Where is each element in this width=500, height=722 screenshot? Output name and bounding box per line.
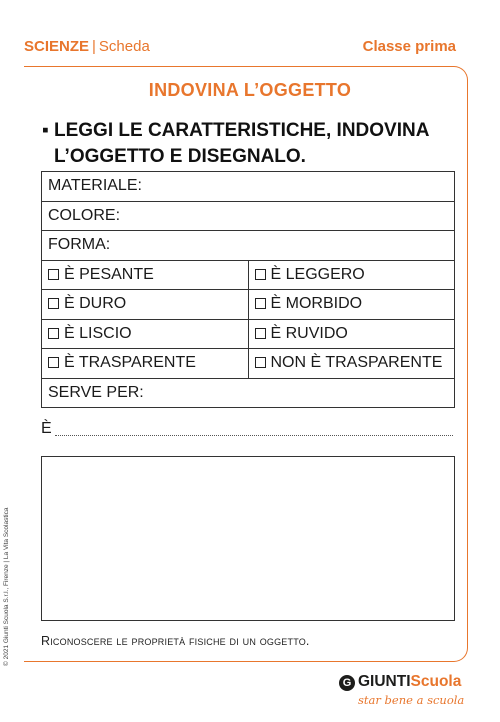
row-forma bbox=[42, 231, 455, 261]
option-label: È RUVIDO bbox=[270, 324, 348, 342]
checkbox-icon[interactable] bbox=[48, 328, 59, 339]
brand-tagline: star bene a scuola bbox=[358, 693, 465, 707]
grade-label: Classe prima bbox=[362, 38, 456, 55]
option-non-trasparente[interactable] bbox=[248, 349, 455, 379]
properties-table bbox=[41, 171, 455, 408]
option-label: È LISCIO bbox=[64, 324, 132, 342]
checkbox-icon[interactable] bbox=[48, 298, 59, 309]
publisher-logo bbox=[339, 672, 469, 712]
checkbox-icon[interactable] bbox=[255, 357, 266, 368]
answer-line[interactable] bbox=[41, 420, 455, 442]
serve-per-field[interactable]: SERVE PER: bbox=[42, 378, 455, 408]
option-duro[interactable] bbox=[42, 290, 249, 320]
answer-label: È bbox=[41, 420, 52, 437]
option-label: NON È TRASPARENTE bbox=[270, 354, 443, 372]
checkbox-icon[interactable] bbox=[255, 328, 266, 339]
row-serve-per bbox=[42, 378, 455, 408]
option-trasparente[interactable] bbox=[42, 349, 249, 379]
option-label: È TRASPARENTE bbox=[64, 354, 196, 372]
option-ruvido[interactable] bbox=[248, 319, 455, 349]
subject-name: SCIENZE bbox=[24, 38, 90, 55]
option-morbido[interactable] bbox=[248, 290, 455, 320]
checkbox-icon[interactable] bbox=[48, 357, 59, 368]
row-colore bbox=[42, 201, 455, 231]
drawing-area[interactable] bbox=[41, 456, 455, 621]
option-label: È MORBIDO bbox=[270, 295, 363, 313]
row-weight bbox=[42, 260, 455, 290]
answer-dotted-line[interactable] bbox=[55, 435, 453, 436]
option-label: È LEGGERO bbox=[270, 265, 365, 283]
colore-field[interactable]: COLORE: bbox=[42, 201, 455, 231]
forma-field[interactable]: FORMA: bbox=[42, 231, 455, 261]
row-hardness bbox=[42, 290, 455, 320]
row-transparency bbox=[42, 349, 455, 379]
row-texture bbox=[42, 319, 455, 349]
giunti-logo-icon: G bbox=[339, 675, 355, 691]
option-label: È DURO bbox=[64, 295, 127, 313]
instruction-bullet: ▪ bbox=[42, 120, 49, 141]
instruction bbox=[42, 118, 452, 170]
checkbox-icon[interactable] bbox=[48, 269, 59, 280]
option-liscio[interactable] bbox=[42, 319, 249, 349]
option-pesante[interactable] bbox=[42, 260, 249, 290]
row-materiale bbox=[42, 172, 455, 202]
copyright-notice: © 2021 Giunti Scuola S.r.l., Firenze | La Vita Scolastica bbox=[3, 507, 10, 666]
worksheet-title: INDOVINA L’OGGETTO bbox=[148, 80, 352, 100]
instruction-line-1: LEGGI LE CARATTERISTICHE, INDOVINA bbox=[54, 120, 430, 141]
learning-objective: Riconoscere le proprietà fisiche di un oggetto. bbox=[41, 634, 310, 648]
checkbox-icon[interactable] bbox=[255, 269, 266, 280]
section-name: Scheda bbox=[98, 38, 150, 55]
header-separator: | bbox=[92, 38, 96, 55]
option-leggero[interactable] bbox=[248, 260, 455, 290]
page-header bbox=[24, 38, 456, 60]
materiale-field[interactable]: MATERIALE: bbox=[42, 172, 455, 202]
instruction-line-2: L’OGGETTO E DISEGNALO. bbox=[54, 146, 306, 167]
option-label: È PESANTE bbox=[64, 265, 154, 283]
subject-label bbox=[24, 38, 150, 55]
brand-name: GIUNTIScuola bbox=[358, 673, 462, 690]
checkbox-icon[interactable] bbox=[255, 298, 266, 309]
